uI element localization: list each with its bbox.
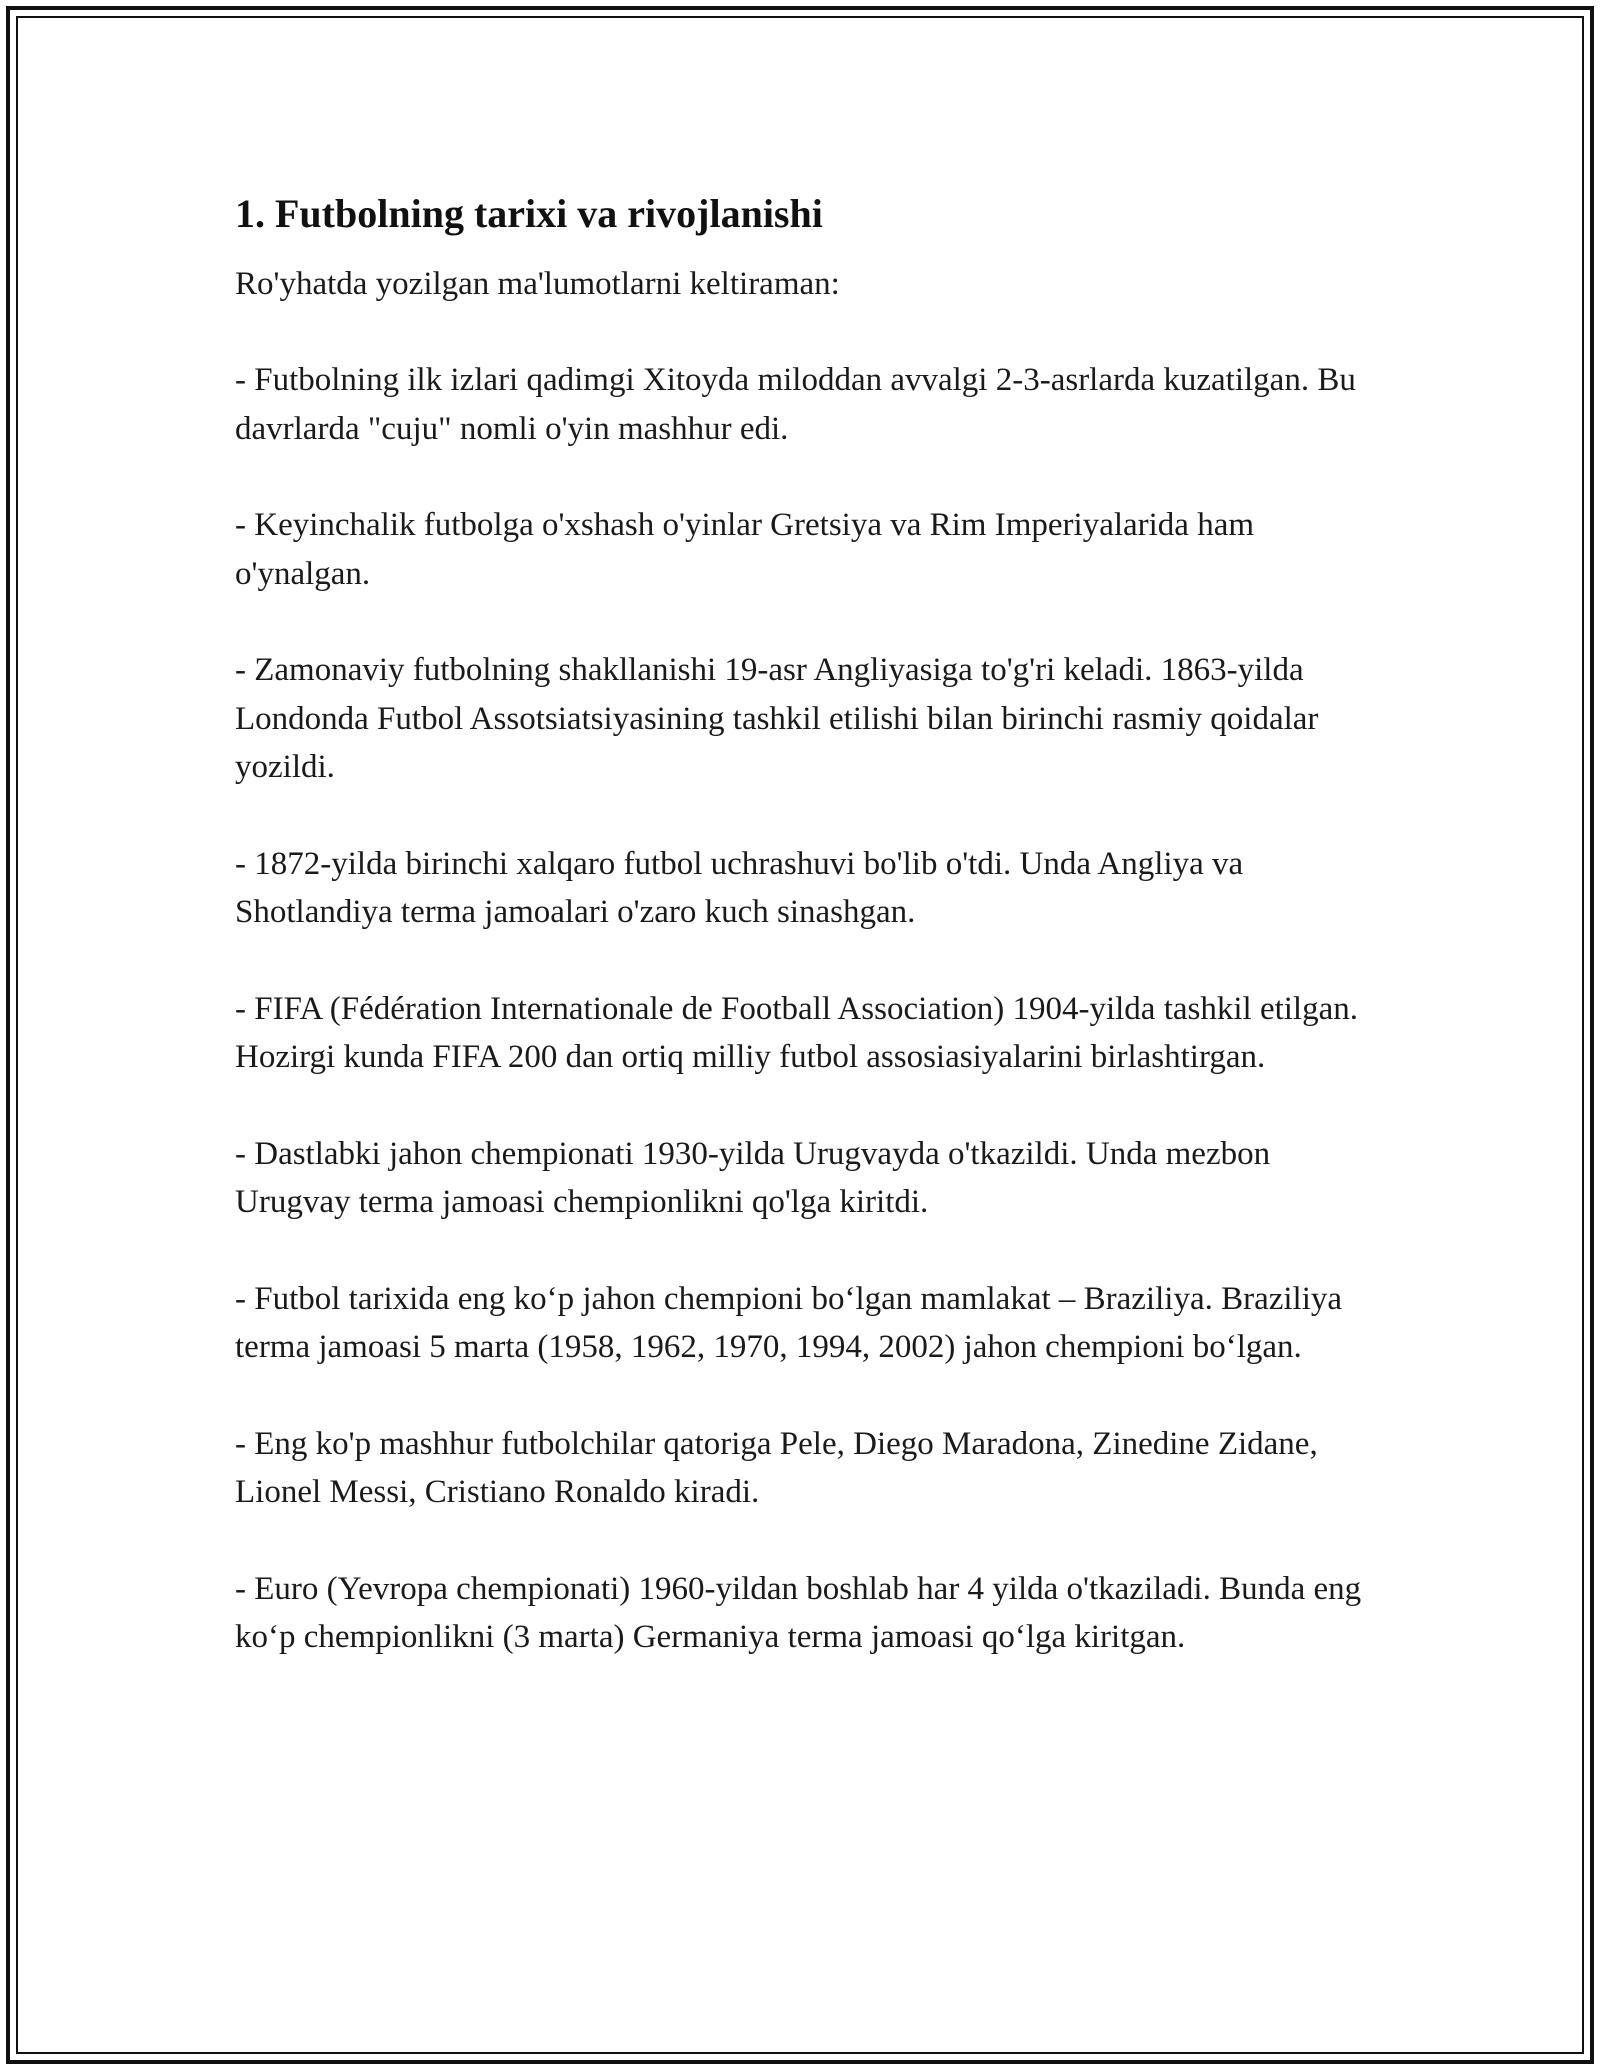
list-item: - Futbol tarixida eng ko‘p jahon chempioni bo‘lgan mamlakat – Braziliya. Braziliya terma jamoasi 5 marta (1958, 1962, 1970, 1994, 2002) jahon chempioni bo‘lgan. [235, 1280, 1343, 1365]
list-item: - Zamonaviy futbolning shakllanishi 19-asr Angliyasiga to'g'ri keladi. 1863-yilda Londonda Futbol Assotsiatsiyasining tashkil etilishi bilan birinchi rasmiy qoidalar yozildi. [235, 652, 1319, 785]
list-item: - Euro (Yevropa chempionati) 1960-yildan boshlab har 4 yilda o'tkaziladi. Bunda eng ko‘p chempionlikni (3 marta) Germaniya terma jamoasi qo‘lga kiritgan. [235, 1570, 1362, 1655]
list-item: - Keyinchalik futbolga o'xshash o'yinlar Gretsiya va Rim Imperiyalarida ham o'ynalgan. [235, 507, 1255, 592]
list-item: - 1872-yilda birinchi xalqaro futbol uchrashuvi bo'lib o'tdi. Unda Angliya va Shotlandiya terma jamoalari o'zaro kuch sinashgan. [235, 845, 1244, 930]
intro-text: Ro'yhatda yozilgan ma'lumotlarni keltiraman: [235, 266, 840, 302]
list-item: - Futbolning ilk izlari qadimgi Xitoyda miloddan avvalgi 2-3-asrlarda kuzatilgan. Bu davrlarda "cuju" nomli o'yin mashhur edi. [235, 362, 1356, 447]
section-heading: 1. Futbolning tarixi va rivojlanishi [235, 191, 823, 236]
document-body [235, 190, 1375, 1710]
list-item: - FIFA (Fédération Internationale de Football Association) 1904-yilda tashkil etilgan. Hozirgi kunda FIFA 200 dan ortiq milliy futbol assosiasiyalarini birlashtirgan. [235, 990, 1358, 1075]
list-item: - Dastlabki jahon chempionati 1930-yilda Urugvayda o'tkazildi. Unda mezbon Urugvay terma jamoasi chempionlikni qo'lga kiritdi. [235, 1135, 1271, 1220]
list-item: - Eng ko'p mashhur futbolchilar qatoriga Pele, Diego Maradona, Zinedine Zidane, Lionel Messi, Cristiano Ronaldo kiradi. [235, 1425, 1318, 1510]
